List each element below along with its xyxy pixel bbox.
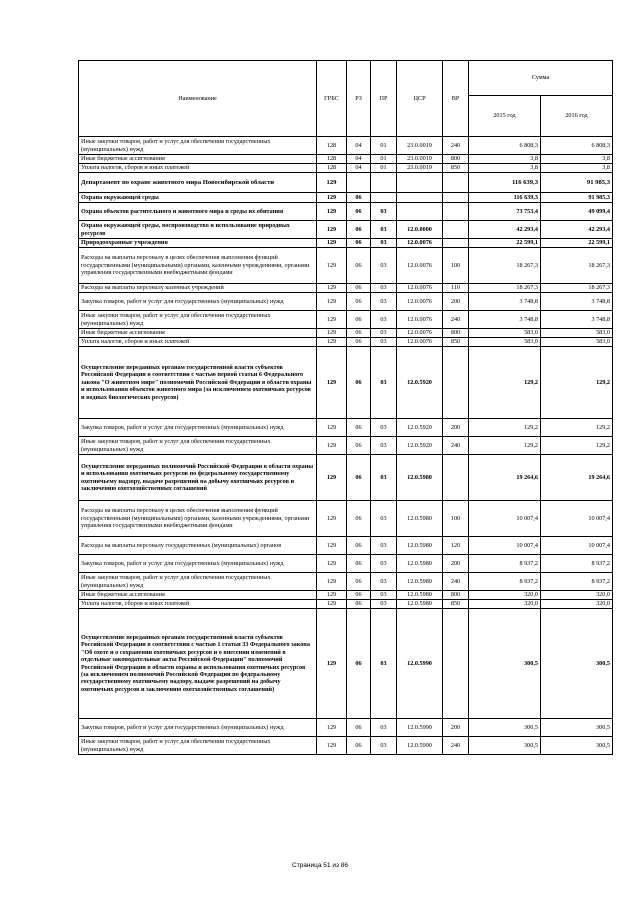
cell-vr: 100 [443,248,469,284]
cell-rz: 06 [347,609,371,719]
cell-name: Иные бюджетные ассигнования [79,329,317,338]
cell-pr [371,193,397,203]
cell-sum-2016: 3 748,8 [541,293,613,311]
cell-pr: 03 [371,537,397,555]
table-row [79,221,613,239]
table-row [79,591,613,600]
table-row [79,329,613,338]
cell-rz: 06 [347,537,371,555]
table-row [79,737,613,755]
cell-vr [443,455,469,501]
table-row [79,338,613,347]
cell-pr: 01 [371,155,397,164]
table-row [79,419,613,437]
cell-sum-2016: 129,2 [541,437,613,455]
cell-sum-2015: 320,0 [469,600,541,609]
cell-vr: 240 [443,573,469,591]
cell-sum-2016: 300,5 [541,737,613,755]
cell-grbs: 129 [317,537,347,555]
cell-name: Иные закупки товаров, работ и услуг для обеспечения государственных (муниципальных) нужд [79,137,317,155]
cell-csr: 12.0.0076 [397,248,443,284]
cell-vr [443,173,469,193]
cell-grbs: 129 [317,419,347,437]
cell-vr: 200 [443,555,469,573]
cell-rz: 04 [347,164,371,173]
cell-vr: 120 [443,537,469,555]
cell-sum-2015: 3,8 [469,164,541,173]
cell-csr: 12.0.5980 [397,455,443,501]
cell-grbs: 128 [317,155,347,164]
cell-pr: 03 [371,609,397,719]
cell-sum-2015: 8 937,2 [469,573,541,591]
table-row [79,173,613,193]
cell-pr: 03 [371,338,397,347]
table-row [79,284,613,293]
cell-sum-2016: 49 099,4 [541,203,613,221]
cell-pr: 01 [371,164,397,173]
cell-sum-2015: 22 599,1 [469,239,541,248]
cell-csr: 12.0.0076 [397,239,443,248]
cell-rz: 06 [347,719,371,737]
cell-name: Охрана окружающей среды, воспроизводство и использование природных ресурсов [79,221,317,239]
cell-rz: 06 [347,338,371,347]
cell-sum-2016: 6 808,3 [541,137,613,155]
cell-name: Уплата налогов, сборов и иных платежей [79,164,317,173]
cell-sum-2015: 10 007,4 [469,501,541,537]
cell-sum-2015: 6 808,3 [469,137,541,155]
cell-name: Природоохранные учреждения [79,239,317,248]
cell-grbs: 129 [317,221,347,239]
cell-sum-2016: 18 267,3 [541,248,613,284]
cell-pr: 03 [371,221,397,239]
cell-grbs: 129 [317,737,347,755]
cell-sum-2016: 18 267,3 [541,284,613,293]
table-row [79,555,613,573]
cell-csr: 12.0.5980 [397,591,443,600]
cell-sum-2016: 3 748,8 [541,311,613,329]
table-row [79,164,613,173]
cell-pr: 03 [371,329,397,338]
cell-sum-2015: 42 293,4 [469,221,541,239]
cell-rz: 04 [347,137,371,155]
cell-rz [347,173,371,193]
cell-rz: 06 [347,437,371,455]
page-footer: Страница 51 из 86 [292,862,348,869]
cell-vr: 240 [443,311,469,329]
cell-vr: 200 [443,719,469,737]
cell-pr: 03 [371,437,397,455]
cell-vr: 850 [443,600,469,609]
header-2016: 2016 год [541,96,613,137]
cell-rz: 06 [347,455,371,501]
cell-sum-2016: 3,8 [541,155,613,164]
cell-csr: 12.0.5990 [397,737,443,755]
cell-vr: 240 [443,437,469,455]
cell-sum-2015: 320,0 [469,591,541,600]
cell-name: Уплата налогов, сборов и иных платежей [79,338,317,347]
cell-csr: 12.0.5980 [397,555,443,573]
cell-name: Иные закупки товаров, работ и услуг для обеспечения государственных (муниципальных) нужд [79,573,317,591]
table-row [79,155,613,164]
table-row [79,311,613,329]
cell-rz: 06 [347,221,371,239]
cell-sum-2016: 22 599,1 [541,239,613,248]
header-name: Наименование [79,61,317,137]
cell-sum-2015: 73 753,4 [469,203,541,221]
cell-name: Осуществление переданных органам государственной власти субъектов Российской Федерации в соответствии с частью первой статьи 6 Федерального закона "О животном мире" полномочий Российской Федерации в области охраны и использования объектов животного мира (за исключением охотничьих ресурсов и водных биологических ресурсов) [79,347,317,419]
table-row [79,573,613,591]
cell-sum-2016: 19 264,6 [541,455,613,501]
cell-pr [371,173,397,193]
cell-sum-2016: 42 293,4 [541,221,613,239]
cell-pr: 03 [371,311,397,329]
cell-grbs: 129 [317,311,347,329]
cell-vr: 800 [443,329,469,338]
cell-csr: 12.0.0076 [397,338,443,347]
cell-pr: 03 [371,455,397,501]
cell-pr: 03 [371,203,397,221]
cell-csr: 23.0.0019 [397,164,443,173]
cell-sum-2016: 8 937,2 [541,573,613,591]
cell-pr: 03 [371,293,397,311]
cell-csr [397,203,443,221]
table-row [79,455,613,501]
cell-sum-2016: 129,2 [541,347,613,419]
cell-pr: 01 [371,137,397,155]
cell-name: Закупка товаров, работ и услуг для государственных (муниципальных) нужд [79,293,317,311]
cell-sum-2016: 10 007,4 [541,501,613,537]
cell-rz: 06 [347,347,371,419]
table-body [79,137,613,755]
cell-rz: 06 [347,248,371,284]
cell-name: Департамент по охране животного мира Новосибирской области [79,173,317,193]
cell-rz: 06 [347,311,371,329]
cell-csr: 12.0.5980 [397,573,443,591]
table-row [79,137,613,155]
table-row [79,203,613,221]
cell-vr [443,239,469,248]
cell-grbs: 129 [317,338,347,347]
cell-pr: 03 [371,347,397,419]
cell-vr [443,609,469,719]
cell-name: Расходы на выплаты персоналу в целях обеспечения выполнения функций государственными (муниципальными) органами, казенными учреждениями, органами управления государственными внебюджетными фондами [79,501,317,537]
cell-grbs: 128 [317,137,347,155]
cell-sum-2016: 129,2 [541,419,613,437]
cell-vr: 850 [443,338,469,347]
cell-grbs: 129 [317,329,347,338]
cell-csr: 12.0.5920 [397,437,443,455]
budget-table-container [78,60,612,755]
cell-csr: 12.0.0076 [397,311,443,329]
cell-grbs: 129 [317,203,347,221]
cell-rz: 06 [347,555,371,573]
cell-csr: 12.0.0076 [397,329,443,338]
cell-pr: 03 [371,719,397,737]
cell-name: Иные бюджетные ассигнования [79,591,317,600]
cell-csr: 12.0.5920 [397,419,443,437]
table-row [79,437,613,455]
cell-sum-2015: 3 748,8 [469,311,541,329]
cell-sum-2016: 320,0 [541,591,613,600]
cell-name: Осуществление переданных органам государственной власти субъектов Российской Федерации в соответствии с частью 1 статьи 33 Федерального закона "Об охоте и о сохранении охотничьих ресурсов и о внесении изменений в отдельные законодательные акты Российской Федерации" полномочий Российской Федерации в области охраны и использования охотничьих ресурсов (за исключением полномочий Российской Федерации по федеральному государственному охотничьему надзору, выдаче разрешений на добычу охотничьих ресурсов и заключению охотхозяйственных соглашений) [79,609,317,719]
cell-grbs: 129 [317,591,347,600]
cell-name: Осуществление переданных полномочий Российской Федерации в области охраны и использования охотничьих ресурсов по федеральному государственному охотничьему надзору, выдаче разрешений на добычу охотничьих ресурсов и заключению охотхозяйственных соглашений [79,455,317,501]
cell-rz: 06 [347,239,371,248]
cell-name: Закупка товаров, работ и услуг для государственных (муниципальных) нужд [79,719,317,737]
cell-name: Расходы на выплаты персоналу государственных (муниципальных) органов [79,537,317,555]
cell-grbs: 129 [317,347,347,419]
cell-sum-2016: 10 007,4 [541,537,613,555]
cell-sum-2015: 129,2 [469,419,541,437]
cell-rz: 06 [347,193,371,203]
cell-rz: 06 [347,737,371,755]
cell-sum-2015: 116 639,3 [469,193,541,203]
cell-sum-2016: 91 985,3 [541,193,613,203]
cell-pr: 03 [371,501,397,537]
cell-sum-2015: 19 264,6 [469,455,541,501]
cell-csr: 12.0.5920 [397,347,443,419]
cell-sum-2015: 3 748,8 [469,293,541,311]
cell-sum-2015: 583,0 [469,329,541,338]
header-rz: РЗ [347,61,371,137]
cell-pr: 03 [371,555,397,573]
cell-pr: 03 [371,600,397,609]
cell-rz: 06 [347,501,371,537]
cell-grbs: 129 [317,293,347,311]
cell-pr: 03 [371,573,397,591]
cell-csr [397,193,443,203]
cell-rz: 06 [347,293,371,311]
table-row [79,347,613,419]
cell-rz: 06 [347,591,371,600]
table-row [79,293,613,311]
cell-csr: 23.0.0019 [397,155,443,164]
cell-name: Охрана объектов растительного и животного мира и среды их обитания [79,203,317,221]
cell-pr: 03 [371,284,397,293]
cell-grbs: 129 [317,573,347,591]
cell-vr: 240 [443,137,469,155]
cell-sum-2016: 583,0 [541,338,613,347]
cell-sum-2016: 8 937,2 [541,555,613,573]
cell-grbs: 129 [317,173,347,193]
cell-vr: 800 [443,155,469,164]
cell-sum-2015: 3,8 [469,155,541,164]
cell-sum-2015: 18 267,3 [469,248,541,284]
cell-vr [443,203,469,221]
cell-sum-2015: 300,5 [469,737,541,755]
cell-name: Расходы на выплаты персоналу казенных учреждений [79,284,317,293]
cell-name: Расходы на выплаты персоналу в целях обеспечения выполнения функций государственными (муниципальными) органами, казенными учреждениями, органами управления государственными внебюджетными фондами [79,248,317,284]
header-vr: ВР [443,61,469,137]
cell-sum-2016: 300,5 [541,609,613,719]
cell-csr: 12.0.5980 [397,537,443,555]
cell-sum-2016: 91 985,3 [541,173,613,193]
cell-sum-2016: 320,0 [541,600,613,609]
cell-name: Иные закупки товаров, работ и услуг для обеспечения государственных (муниципальных) нужд [79,311,317,329]
cell-vr [443,347,469,419]
cell-vr: 100 [443,501,469,537]
cell-vr: 110 [443,284,469,293]
table-row [79,193,613,203]
cell-csr: 12.0.5990 [397,719,443,737]
cell-sum-2015: 18 267,3 [469,284,541,293]
cell-vr [443,221,469,239]
cell-grbs: 129 [317,609,347,719]
cell-grbs: 129 [317,555,347,573]
cell-name: Иные бюджетные ассигнования [79,155,317,164]
cell-rz: 06 [347,329,371,338]
cell-grbs: 129 [317,455,347,501]
cell-pr: 03 [371,591,397,600]
cell-grbs: 129 [317,284,347,293]
header-sum: Сумма [469,61,613,96]
cell-rz: 06 [347,573,371,591]
cell-name: Закупка товаров, работ и услуг для государственных (муниципальных) нужд [79,419,317,437]
cell-name: Охрана окружающей среды [79,193,317,203]
cell-rz: 06 [347,419,371,437]
cell-sum-2015: 8 937,2 [469,555,541,573]
header-csr: ЦСР [397,61,443,137]
cell-rz: 06 [347,284,371,293]
table-row [79,537,613,555]
cell-pr: 03 [371,419,397,437]
cell-name: Иные закупки товаров, работ и услуг для обеспечения государственных (муниципальных) нужд [79,737,317,755]
cell-grbs: 129 [317,719,347,737]
cell-sum-2015: 300,5 [469,609,541,719]
cell-grbs: 129 [317,501,347,537]
table-row [79,501,613,537]
cell-vr: 240 [443,737,469,755]
cell-csr: 12.0.5990 [397,609,443,719]
cell-name: Иные закупки товаров, работ и услуг для обеспечения государственных (муниципальных) нужд [79,437,317,455]
header-2015: 2015 год [469,96,541,137]
cell-pr: 03 [371,239,397,248]
table-row [79,719,613,737]
cell-grbs: 129 [317,437,347,455]
cell-sum-2016: 300,5 [541,719,613,737]
cell-vr: 850 [443,164,469,173]
cell-csr: 12.0.5980 [397,501,443,537]
cell-grbs: 129 [317,239,347,248]
cell-pr: 03 [371,248,397,284]
cell-grbs: 129 [317,600,347,609]
cell-grbs: 129 [317,248,347,284]
cell-sum-2016: 3,8 [541,164,613,173]
cell-grbs: 129 [317,193,347,203]
table-row [79,239,613,248]
cell-vr: 200 [443,293,469,311]
cell-vr [443,193,469,203]
cell-csr: 12.0.5980 [397,600,443,609]
cell-sum-2016: 583,0 [541,329,613,338]
cell-csr [397,173,443,193]
table-row [79,248,613,284]
table-row [79,600,613,609]
cell-vr: 800 [443,591,469,600]
cell-sum-2015: 583,0 [469,338,541,347]
cell-sum-2015: 129,2 [469,347,541,419]
cell-rz: 06 [347,203,371,221]
cell-csr: 23.0.0019 [397,137,443,155]
cell-sum-2015: 116 639,3 [469,173,541,193]
cell-csr: 12.0.0076 [397,284,443,293]
budget-table [78,60,613,755]
cell-csr: 12.0.0000 [397,221,443,239]
header-grbs: ГРБС [317,61,347,137]
cell-rz: 04 [347,155,371,164]
cell-name: Уплата налогов, сборов и иных платежей [79,600,317,609]
cell-sum-2015: 10 007,4 [469,537,541,555]
cell-vr: 200 [443,419,469,437]
cell-grbs: 128 [317,164,347,173]
header-pr: ПР [371,61,397,137]
cell-pr: 03 [371,737,397,755]
cell-sum-2015: 129,2 [469,437,541,455]
cell-name: Закупка товаров, работ и услуг для государственных (муниципальных) нужд [79,555,317,573]
cell-csr: 12.0.0076 [397,293,443,311]
cell-sum-2015: 300,5 [469,719,541,737]
cell-rz: 06 [347,600,371,609]
table-row [79,609,613,719]
